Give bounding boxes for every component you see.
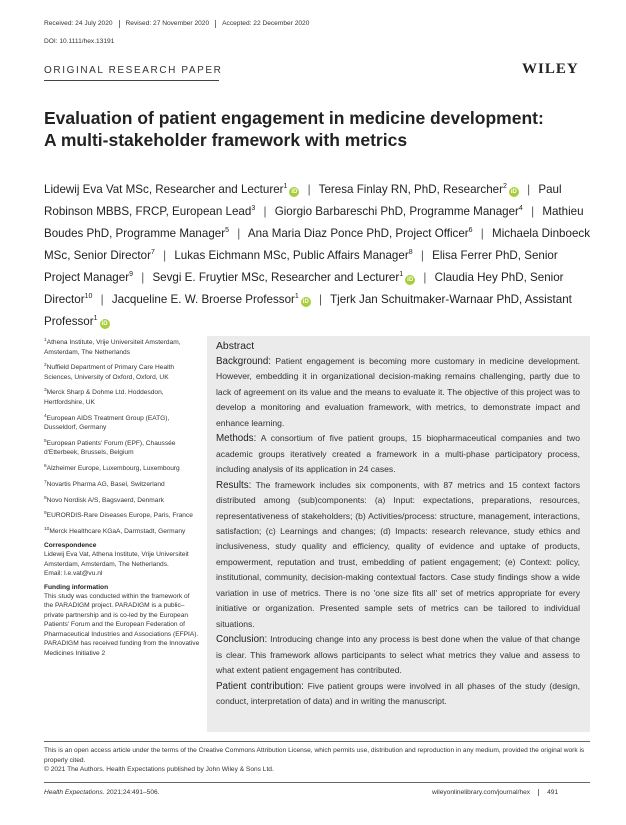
author (44, 183, 299, 196)
affiliation-text: Novartis Pharma AG, Basel, Switzerland (46, 480, 165, 488)
license-text: This is an open access article under the terms of the Creative Commons Attribution License, which permits use, distribution and reproduction in any medium, provided the original work is properly cited. (44, 747, 585, 764)
author-name: Ana Maria Diaz Ponce PhD, Project Officer (247, 226, 469, 240)
correspondence-heading: Correspondence (44, 541, 97, 549)
accepted-date: Accepted: 22 December 2020 (215, 20, 315, 28)
author-affiliation-number: 4 (518, 205, 523, 213)
affiliation (44, 509, 200, 521)
affiliation-number: 10 (44, 527, 50, 533)
author-affiliation-number: 1 (399, 271, 404, 279)
affiliation-text: Merck Healthcare KGaA, Darmstadt, Germany (49, 528, 186, 536)
author-separator: | (527, 182, 531, 196)
journal-url[interactable]: wileyonlinelibrary.com/journal/hex (432, 789, 531, 796)
orcid-icon[interactable]: iD (510, 188, 517, 195)
affiliation-text: EURORDIS-Rare Diseases Europe, Paris, France (46, 512, 193, 520)
affiliation-text: Alzheimer Europe, Luxembourg, Luxembourg (46, 465, 180, 473)
abstract-section-label: Background: (216, 356, 272, 367)
abstract (216, 340, 580, 709)
affiliation-text: European AIDS Treatment Group (EATG), Dusseldorf, Germany (44, 414, 170, 432)
author-name: Jacqueline E. W. Broerse Professor (111, 293, 295, 307)
affiliation-number: 2 (44, 363, 47, 369)
affiliation-list (44, 336, 200, 537)
correspondence-text (44, 550, 200, 578)
title-line-1: Evaluation of patient engagement in medicine development: (44, 108, 544, 128)
author (174, 249, 412, 262)
affiliation (44, 386, 200, 407)
author (248, 227, 473, 240)
abstract-section-label: Patient contribution: (216, 680, 304, 692)
correspondence-address: Lidewij Eva Vat, Athena Institute, Vrije Universiteit Amsterdam, Amsterdam, The Netherlands. (44, 551, 189, 568)
affiliation-number: 1 (44, 338, 47, 343)
correspondence-email[interactable]: Email: l.e.vat@vu.nl (44, 570, 103, 578)
doi[interactable]: DOI: 10.1111/hex.13191 (44, 38, 115, 45)
author-affiliation-number: 10 (84, 293, 93, 301)
author-affiliation-number: 8 (408, 249, 413, 257)
author-name: Teresa Finlay RN, PhD, Researcher (318, 182, 503, 196)
author-name: Claudia Hey PhD, Senior Director (44, 271, 564, 307)
paper-type: ORIGINAL RESEARCH PAPER (44, 65, 223, 76)
author (275, 205, 523, 218)
affiliation (44, 412, 200, 433)
affiliation-number: 9 (44, 511, 47, 517)
funding-heading: Funding information (44, 583, 109, 591)
author (152, 271, 415, 284)
abstract-section (216, 679, 580, 710)
license-notice (44, 746, 590, 775)
affiliation-text: Athena Institute, Vrije Universiteit Amsterdam, Amsterdam, The Netherlands (44, 339, 181, 356)
author-affiliation-number: 1 (294, 293, 299, 301)
orcid-icon[interactable]: iD (302, 299, 309, 306)
footer-rule (44, 782, 590, 783)
abstract-heading: Abstract (216, 341, 255, 352)
author-separator: | (237, 226, 241, 240)
affiliation (44, 437, 200, 458)
abstract-section-text: Introducing change into any process is best done when the value of that change is clear. This framework allows participants to select what metrics they value and assess to what extent patient engagement has contributed. (216, 634, 580, 676)
orcid-icon[interactable]: iD (407, 277, 414, 284)
publisher-logo: WILEY (522, 61, 579, 77)
affiliation-text: European Patients' Forum (EPF), Chaussée d'Etterbeek, Brussels, Belgium (44, 439, 176, 457)
abstract-section-label: Methods: (216, 433, 257, 445)
author-name: Giorgio Barbareschi PhD, Programme Manager (274, 204, 519, 218)
abstract-section-text: The framework includes six components, with 87 metrics and 15 context factors distributed among (sub)components: (a) Input: expectations, preparations, resources, representativeness of stakeholders; (b) Activities/process: structure, management, interactions, satisfaction; (c) Learnings and changes; (d) Impacts: research relevance, study ethics and inclusiveness, study quality and efficiency, quality of evidence and uptake of products, empowerment, reputation and trust, embedding of patient engagement; (e) Context: policy, institutional, community, decision-making contextual factors. Case study findings show a wide variation in use of metrics. There is no 'one size fits all' set of metrics appropriate for every initiative or organization. Presented sample sets of metrics can be tailored to individual situations. (216, 479, 580, 629)
author-separator: | (420, 249, 424, 263)
article-title (44, 107, 584, 151)
affiliation-number: 3 (44, 388, 47, 394)
author-affiliation-number: 7 (150, 249, 155, 257)
affiliation (44, 525, 200, 537)
author-name: Lukas Eichmann MSc, Public Affairs Manager (174, 249, 409, 263)
affiliation-text: Novo Nordisk A/S, Bagsvaerd, Denmark (46, 496, 164, 504)
affiliation-number: 7 (44, 479, 47, 485)
author-affiliation-number: 3 (251, 205, 256, 213)
author-name: Michaela Dinboeck MSc, Senior Director (44, 226, 590, 263)
author-separator: | (319, 293, 323, 307)
author-name: Lidewij Eva Vat MSc, Researcher and Lecturer (44, 182, 284, 196)
affiliation-text: Nuffield Department of Primary Care Health Sciences, University of Oxford, Oxford, UK (44, 364, 175, 381)
author-affiliation-number: 2 (502, 183, 507, 190)
affiliation (44, 462, 200, 474)
affiliation (44, 494, 200, 506)
author-name: Paul Robinson MBBS, FRCP, European Lead (44, 182, 562, 218)
funding-text: This study was conducted within the framework of the PARADIGM project. PARADIGM is a public–private partnership and is co-led by the European Patients' Forum and the European Federation of Pharmaceutical Industries and Associations (EFPIA). PARADIGM has received funding from the Innovative Medicines Initiative 2 (44, 593, 200, 657)
abstract-sections (216, 354, 580, 709)
author-name: Elisa Ferrer PhD, Senior Project Manager (44, 249, 558, 285)
author-name: Sevgi E. Fruytier MSc, Researcher and Lecturer (152, 271, 400, 285)
author-separator: | (531, 204, 535, 218)
author (319, 183, 519, 196)
author-name: Tjerk Jan Schuitmaker-Warnaar PhD, Assistant Professor (44, 293, 572, 329)
author-affiliation-number: 5 (225, 227, 229, 235)
footer-right (432, 789, 558, 796)
abstract-section-label: Results: (216, 479, 252, 491)
journal-name: Health Expectations. (44, 789, 105, 796)
abstract-section-text: Five patient groups were involved in all phases of the study (design, conduct, interpretation of data) and in writing the manuscript. (216, 680, 580, 706)
author-separator: | (263, 204, 267, 218)
abstract-section (216, 478, 580, 633)
author-separator: | (163, 249, 167, 263)
affiliation (44, 361, 200, 382)
citation-volume: 2021;24:491–506. (106, 789, 160, 796)
author-separator: | (141, 271, 145, 285)
author-affiliation-number: 6 (468, 227, 473, 235)
author-list (44, 177, 592, 331)
author-affiliation-number: 1 (283, 183, 288, 190)
page-number: 491 (538, 789, 558, 796)
abstract-section-text: Patient engagement is becoming more customary in medicine development. However, embedding it in organizational decision-making remains challenging, partly due to lack of agreement on its value and the means to evaluate it. The objective of this project was to develop a monitoring and evaluation framework, with metrics, to demonstrate impact and enhance learning. (216, 356, 580, 428)
affiliation (44, 336, 200, 357)
paper-type-rule (44, 80, 219, 81)
author-name: Mathieu Boudes PhD, Programme Manager (44, 204, 584, 240)
author-separator: | (100, 293, 104, 307)
article-dates (44, 20, 315, 28)
affiliation-number: 4 (44, 413, 47, 419)
copyright-text: © 2021 The Authors. Health Expectations published by John Wiley & Sons Ltd. (44, 766, 274, 774)
abstract-section-text: A consortium of five patient groups, 15 biopharmaceutical companies and two academic groups iteratively created a framework in a multi-phase participatory process, including analysis of its application in 24 cases. (216, 433, 580, 475)
title-line-2: A multi-stakeholder framework with metrics (44, 130, 408, 150)
affiliation-text: Merck Sharp & Dohme Ltd. Hoddesdon, Hertfordshire, UK (44, 389, 164, 406)
footer-citation (44, 789, 160, 796)
received-date: Received: 24 July 2020 (44, 20, 113, 27)
abstract-section (216, 431, 580, 477)
author-separator: | (307, 182, 311, 196)
author-separator: | (423, 271, 427, 285)
affiliations-column (44, 336, 200, 662)
affiliation-number: 6 (44, 463, 47, 469)
license-rule (44, 741, 590, 742)
author-affiliation-number: 9 (129, 271, 133, 279)
author (112, 293, 311, 306)
orcid-icon[interactable]: iD (291, 188, 298, 195)
affiliation-number: 5 (44, 438, 47, 444)
abstract-section (216, 632, 580, 678)
abstract-section (216, 354, 580, 431)
orcid-icon[interactable]: iD (101, 321, 108, 328)
affiliation (44, 478, 200, 490)
affiliation-number: 8 (44, 495, 47, 501)
author-separator: | (480, 226, 484, 240)
revised-date: Revised: 27 November 2020 (119, 20, 216, 28)
abstract-section-label: Conclusion: (216, 634, 268, 646)
author-affiliation-number: 1 (93, 315, 98, 323)
